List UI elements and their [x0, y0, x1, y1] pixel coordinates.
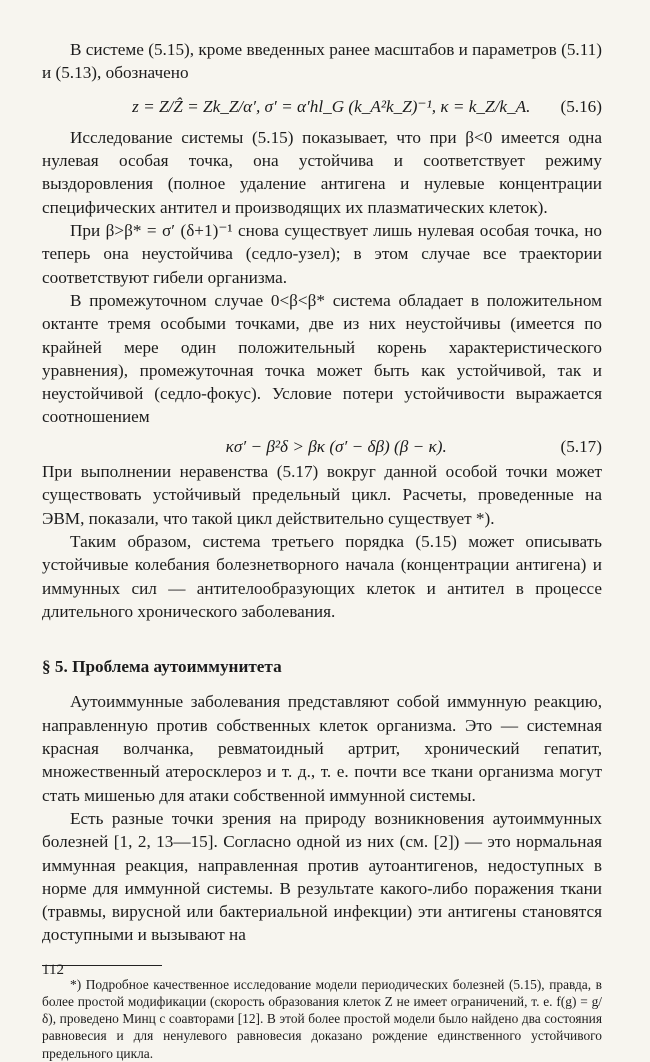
equation-5-16-expression: z = Z/Ẑ = Zk_Z/α′, σ′ = α′hl_G (k_A²k_Z)⁻¹, κ = k_Z/k_A.: [132, 96, 531, 116]
paragraph-3: При β>β* = σ′ (δ+1)⁻¹ снова существует лишь нулевая особая точка, но теперь она неустойчива (седло-узел); в этом случае все траектории соответствуют гибели организма.: [42, 221, 602, 287]
paragraph-6: Таким образом, система третьего порядка (5.15) может описывать устойчивые колебания болезнетворного начала (концентрации антигена) и иммунных сил — антителообразующих клеток и антител в процессе длительного хронического заболевания.: [42, 531, 602, 621]
equation-5-17-expression: κσ′ − β²δ > βκ (σ′ − δβ) (β − κ).: [225, 436, 447, 456]
equation-5-17-number: (5.17): [560, 436, 602, 456]
paragraph-5: При выполнении неравенства (5.17) вокруг данной особой точки может существовать устойчивый предельный цикл. Расчеты, проведенные на ЭВМ, показали, что такой цикл действительно существует *).: [42, 462, 602, 528]
footnote-text: *) Подробное качественное исследование модели периодических болезней (5.15), правда, в более простой модификации (скорость образования клеток Z не имеет ограничений, т. е. f(g) = g/δ), проведено Минц с соавторами [12]. В этой более простой модели было найдено два состояния равновесия и для ненулевого равновесия доказано рождение единственного устойчивого предельного цикла.: [42, 976, 602, 1061]
paragraph-2: Исследование системы (5.15) показывает, что при β<0 имеется одна нулевая особая точка, она устойчива и соответствует режиму выздоровления (полное удаление антигена и нулевые концентрации специфических антител и производящих их плазматических клеток).: [42, 127, 602, 217]
equation-5-17: [42, 435, 602, 458]
paragraph-1: В системе (5.15), кроме введенных ранее масштабов и параметров (5.11) и (5.13), обозначено: [42, 40, 602, 83]
paragraph-7: Аутоиммунные заболевания представляют собой иммунную реакцию, направленную против собственных клеток организма. Это — системная красная волчанка, ревматоидный артрит, хронический гепатит, множественный атеросклероз и т. д., т. е. почти все ткани организма могут стать мишенью для атаки собственной иммунной системы.: [42, 692, 602, 805]
paragraph-4: В промежуточном случае 0<β<β* система обладает в положительном октанте тремя особыми точками, две из них неустойчивы (имеется по крайней мере один положительный корень характеристического уравнения), промежуточная точка может быть как устойчивой, так и неустойчивой (седло-фокус). Условие потери устойчивости выражается соотношением: [42, 290, 602, 427]
paragraph-8: Есть разные точки зрения на природу возникновения аутоиммунных болезней [1, 2, 13—15]. Согласно одной из них (см. [2]) — это нормальная иммунная реакция, направленная против аутоантигенов, недоступных в норме для иммунной системы. В результате какого-либо поражения ткани (травмы, вирусной или бактериальной инфекции) эти антигены становятся доступными и вызывают на: [42, 808, 602, 945]
footnote: [42, 976, 602, 1062]
page-number: 112: [42, 962, 64, 978]
page-content: [42, 38, 602, 1062]
section-heading: § 5. Проблема аутоиммунитета: [42, 657, 282, 677]
equation-5-16-number: (5.16): [560, 96, 602, 116]
equation-5-16: [42, 95, 602, 118]
